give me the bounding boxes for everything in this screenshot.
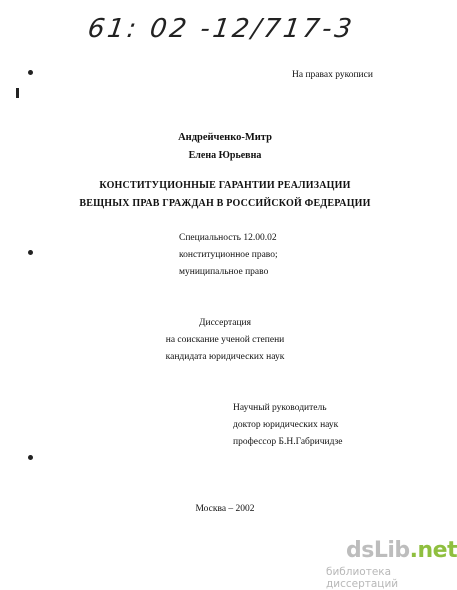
author-given-name: Елена Юрьевна — [188, 150, 262, 161]
supervisor-label: Научный руководитель — [233, 403, 327, 413]
watermark-logo-part1: dsLib — [346, 538, 410, 563]
degree-line-1: на соискание ученой степени — [165, 335, 285, 345]
binding-hole-mark — [28, 455, 33, 460]
author-surname: Андрейченко-Митр — [178, 132, 272, 143]
watermark-subtitle: библиотека диссертаций — [326, 566, 399, 590]
dissertation-title-line-2: ВЕЩНЫХ ПРАВ ГРАЖДАН В РОССИЙСКОЙ ФЕДЕРАЦИИ — [79, 198, 371, 209]
watermark-logo-part2: .net — [409, 538, 457, 563]
degree-line-2: кандидата юридических наук — [165, 352, 285, 362]
handwritten-catalog-code: 61: 02 -12/717-3 — [85, 14, 357, 44]
watermark — [326, 538, 457, 590]
supervisor-name: профессор Б.Н.Габричидзе — [233, 437, 343, 447]
dissertation-title-line-1: КОНСТИТУЦИОННЫЕ ГАРАНТИИ РЕАЛИЗАЦИИ — [99, 180, 351, 191]
scan-margin-mark — [16, 88, 19, 98]
specialty-name-2: муниципальное право — [179, 267, 269, 277]
watermark-logo — [346, 538, 457, 563]
city-year: Москва – 2002 — [195, 504, 255, 514]
specialty-code: Специальность 12.00.02 — [179, 233, 277, 243]
specialty-name-1: конституционное право; — [179, 250, 278, 260]
supervisor-degree: доктор юридических наук — [233, 420, 339, 430]
binding-hole-mark — [28, 70, 33, 75]
binding-hole-mark — [28, 250, 33, 255]
dissertation-label: Диссертация — [199, 318, 251, 328]
manuscript-rights-note: На правах рукописи — [292, 70, 373, 80]
